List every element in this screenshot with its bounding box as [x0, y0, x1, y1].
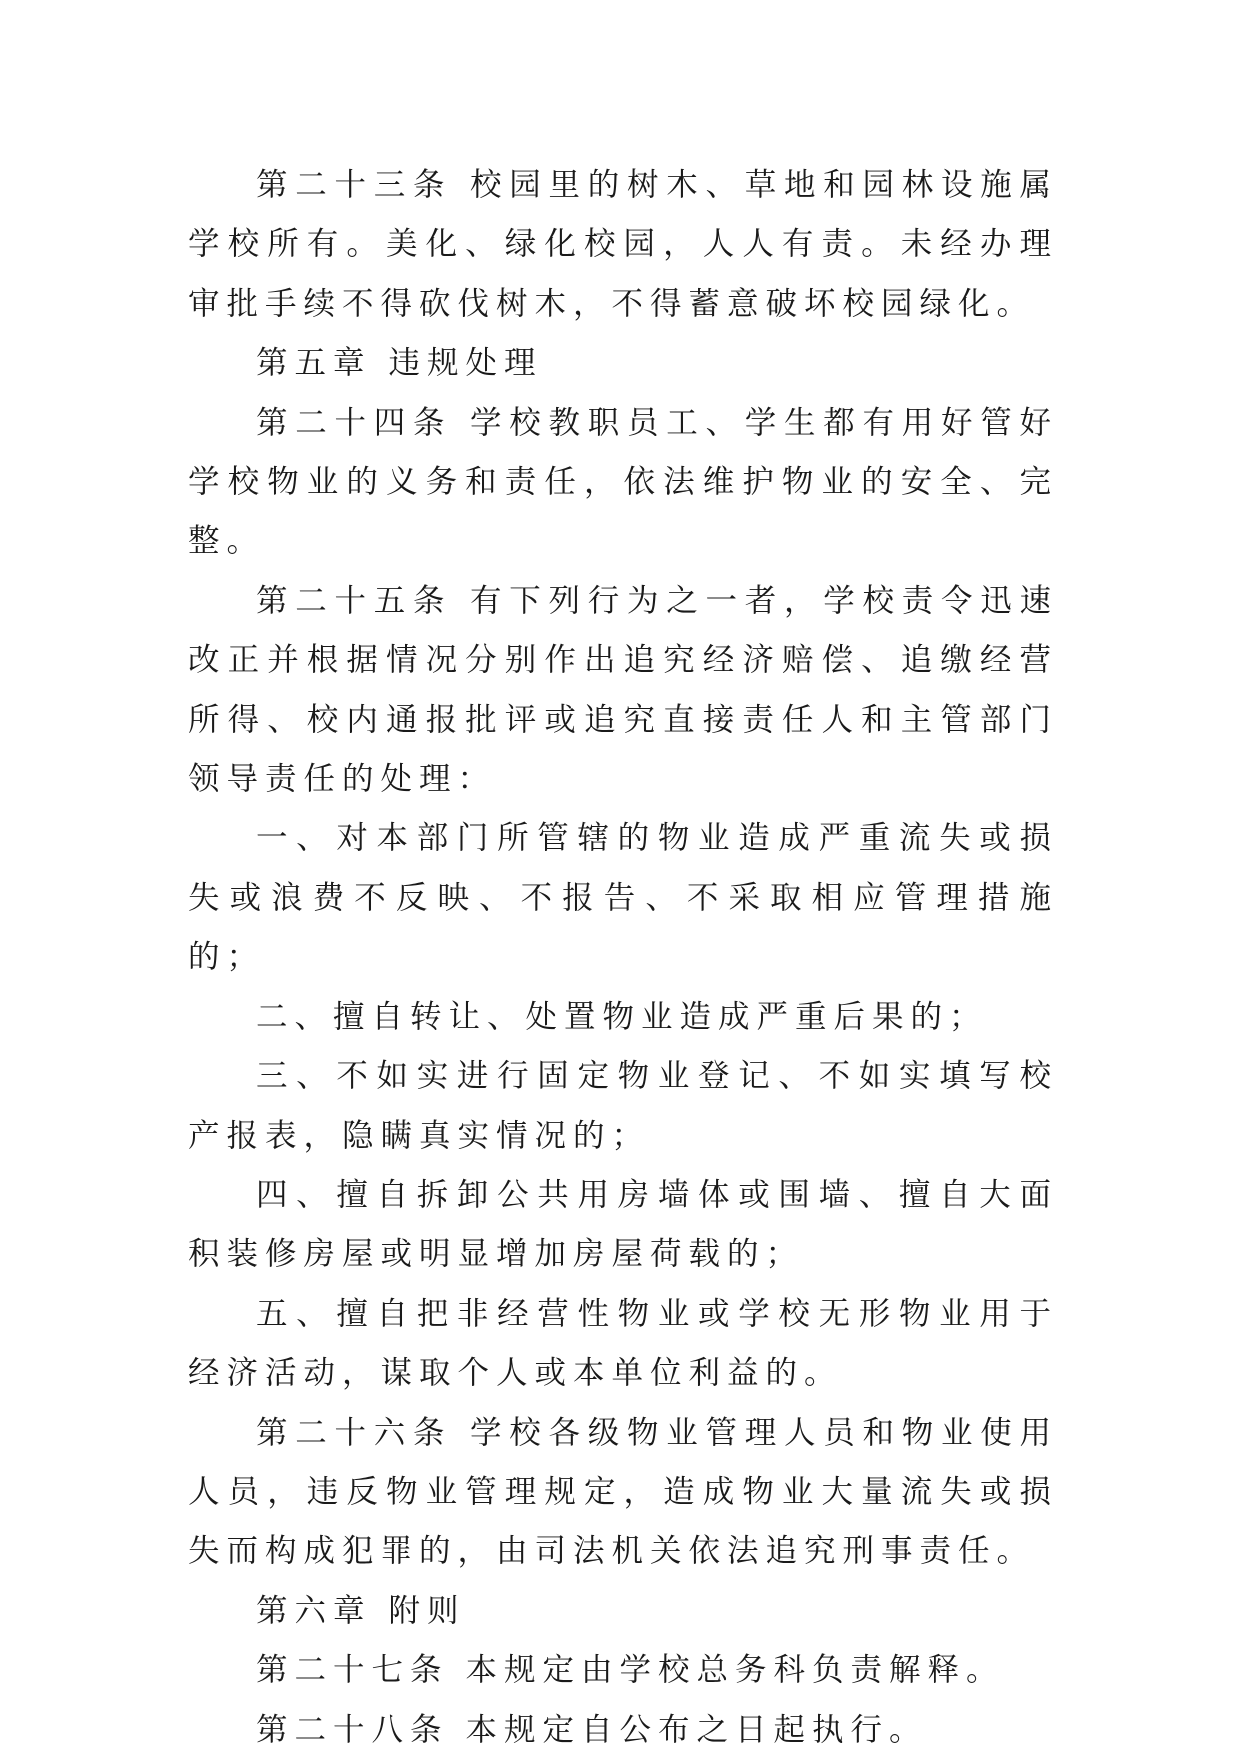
article-26: 第二十六条 学校各级物业管理人员和物业使用人员，违反物业管理规定，造成物业大量流失或损失而构成犯罪的，由司法机关依法追究刑事责任。	[188, 1414, 1058, 1570]
article-25-item-2: 二、擅自转让、处置物业造成严重后果的；	[256, 998, 988, 1035]
document-body	[188, 156, 1058, 1760]
article-24: 第二十四条 学校教职员工、学生都有用好管好学校物业的义务和责任，依法维护物业的安全、完整。	[188, 404, 1058, 560]
article-25-item-4: 四、擅自拆卸公共用房墙体或围墙、擅自大面积装修房屋或明显增加房屋荷载的；	[188, 1176, 1058, 1273]
article-25-item-3: 三、不如实进行固定物业登记、不如实填写校产报表，隐瞒真实情况的；	[188, 1058, 1058, 1154]
chapter-6-heading: 第六章 附则	[256, 1592, 466, 1629]
article-27: 第二十七条 本规定由学校总务科负责解释。	[256, 1652, 1005, 1689]
article-23: 第二十三条 校园里的树木、草地和园林设施属学校所有。美化、绿化校园，人人有责。未经办理审批手续不得砍伐树木，不得蓄意破坏校园绿化。	[188, 167, 1058, 322]
chapter-5-heading: 第五章 违规处理	[256, 345, 543, 382]
article-25-item-1: 一、对本部门所管辖的物业造成严重流失或损失或浪费不反映、不报告、不采取相应管理措施的；	[188, 820, 1058, 976]
article-25: 第二十五条 有下列行为之一者，学校责令迅速改正并根据情况分别作出追究经济赔偿、追缴经营所得、校内通报批评或追究直接责任人和主管部门领导责任的处理：	[188, 582, 1058, 798]
article-25-item-5: 五、擅自把非经营性物业或学校无形物业用于经济活动，谋取个人或本单位利益的。	[188, 1295, 1058, 1392]
article-28: 第二十八条 本规定自公布之日起执行。	[256, 1711, 928, 1748]
